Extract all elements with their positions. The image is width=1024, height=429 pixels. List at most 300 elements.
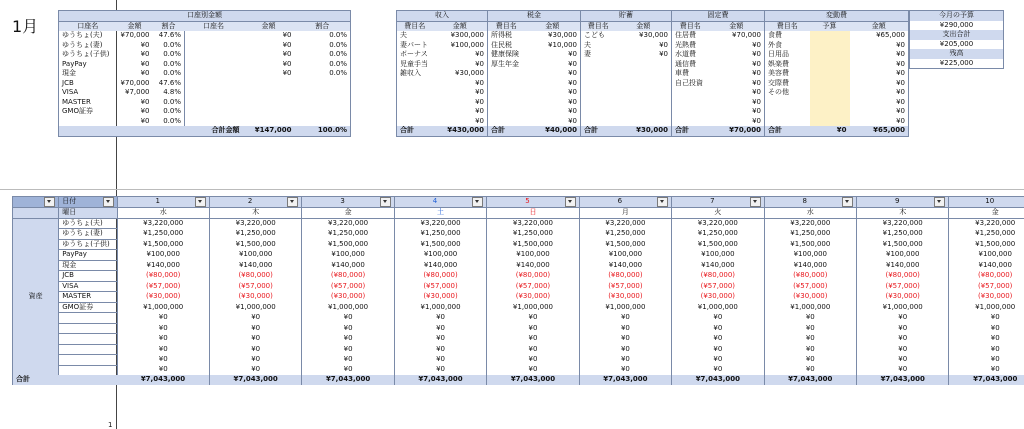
asset-value-cell[interactable]: (¥80,000) xyxy=(764,271,856,282)
asset-value-cell[interactable]: ¥100,000 xyxy=(209,250,301,261)
item-name[interactable] xyxy=(488,117,525,127)
item-amount[interactable]: ¥0 xyxy=(525,69,581,79)
item-name[interactable] xyxy=(672,98,709,108)
item-amount[interactable]: ¥0 xyxy=(850,107,909,117)
item-amount[interactable]: ¥65,000 xyxy=(850,31,909,41)
item-amount[interactable]: ¥0 xyxy=(616,41,672,51)
item-amount[interactable]: ¥0 xyxy=(709,50,765,60)
asset-value-cell[interactable]: ¥0 xyxy=(764,313,856,324)
asset-value-cell[interactable]: ¥3,220,000 xyxy=(857,218,949,229)
asset-value-cell[interactable]: (¥30,000) xyxy=(672,292,764,303)
empty-cell[interactable] xyxy=(185,107,243,117)
asset-value-cell[interactable]: ¥0 xyxy=(949,355,1024,366)
asset-value-cell[interactable]: ¥140,000 xyxy=(949,260,1024,271)
budget-input-cell[interactable] xyxy=(810,107,850,117)
account-amount[interactable]: ¥0 xyxy=(282,69,292,77)
item-amount[interactable]: ¥0 xyxy=(525,79,581,89)
item-amount[interactable]: ¥0 xyxy=(525,60,581,70)
filter-dropdown-icon[interactable] xyxy=(380,197,391,207)
asset-value-cell[interactable]: ¥0 xyxy=(579,334,671,345)
asset-value-cell[interactable]: (¥80,000) xyxy=(209,271,301,282)
asset-value-cell[interactable]: ¥140,000 xyxy=(579,260,671,271)
item-name[interactable] xyxy=(581,107,616,117)
item-name[interactable] xyxy=(488,69,525,79)
empty-cell[interactable] xyxy=(295,88,351,98)
item-name[interactable]: 妻 xyxy=(581,50,616,60)
item-amount[interactable]: ¥0 xyxy=(709,88,765,98)
asset-value-cell[interactable]: ¥3,220,000 xyxy=(949,218,1024,229)
item-name[interactable] xyxy=(765,117,810,127)
asset-value-cell[interactable]: ¥0 xyxy=(672,323,764,334)
asset-value-cell[interactable]: ¥1,000,000 xyxy=(394,302,486,313)
asset-name[interactable]: VISA xyxy=(59,281,117,292)
remain-value[interactable]: ¥225,000 xyxy=(939,58,974,67)
account-name[interactable]: ゆうちょ(妻) xyxy=(62,40,103,49)
account-name[interactable] xyxy=(185,41,243,51)
item-name[interactable]: 厚生年金 xyxy=(488,60,525,70)
asset-value-cell[interactable]: (¥57,000) xyxy=(949,281,1024,292)
asset-value-cell[interactable]: ¥0 xyxy=(117,323,209,334)
day-header[interactable] xyxy=(209,197,301,208)
item-name[interactable]: 通信費 xyxy=(672,60,709,70)
asset-value-cell[interactable]: ¥1,000,000 xyxy=(209,302,301,313)
asset-value-cell[interactable]: ¥1,500,000 xyxy=(857,239,949,250)
asset-value-cell[interactable]: ¥0 xyxy=(672,344,764,355)
asset-value-cell[interactable]: (¥30,000) xyxy=(394,292,486,303)
item-name[interactable] xyxy=(488,88,525,98)
item-name[interactable]: 妻パート xyxy=(397,41,433,51)
asset-value-cell[interactable]: (¥30,000) xyxy=(209,292,301,303)
account-name[interactable]: JCB xyxy=(62,78,74,87)
asset-value-cell[interactable]: ¥3,220,000 xyxy=(487,218,579,229)
item-amount[interactable]: ¥0 xyxy=(850,117,909,127)
asset-value-cell[interactable]: ¥0 xyxy=(394,313,486,324)
item-name[interactable]: 水道費 xyxy=(672,50,709,60)
empty-cell[interactable] xyxy=(295,79,351,89)
account-ratio[interactable]: 0.0% xyxy=(153,69,185,79)
asset-value-cell[interactable]: ¥0 xyxy=(394,355,486,366)
item-name[interactable] xyxy=(397,98,433,108)
asset-value-cell[interactable]: ¥0 xyxy=(857,365,949,375)
item-name[interactable] xyxy=(488,107,525,117)
asset-value-cell[interactable]: ¥0 xyxy=(672,355,764,366)
filter-cell[interactable] xyxy=(13,197,59,208)
asset-value-cell[interactable]: ¥0 xyxy=(579,344,671,355)
asset-value-cell[interactable]: ¥1,500,000 xyxy=(672,239,764,250)
asset-value-cell[interactable]: ¥1,500,000 xyxy=(302,239,394,250)
item-name[interactable]: 所得税 xyxy=(488,31,525,41)
asset-value-cell[interactable]: (¥30,000) xyxy=(302,292,394,303)
item-amount[interactable] xyxy=(616,60,672,70)
filter-dropdown-icon[interactable] xyxy=(287,197,298,207)
account-amount[interactable]: ¥0 xyxy=(282,59,292,68)
asset-value-cell[interactable]: ¥0 xyxy=(764,365,856,375)
empty-cell[interactable] xyxy=(185,79,243,89)
daily-total-cell[interactable]: ¥7,043,000 xyxy=(487,375,579,385)
asset-value-cell[interactable]: ¥0 xyxy=(302,334,394,345)
daily-total-cell[interactable]: ¥7,043,000 xyxy=(209,375,301,385)
account-name[interactable] xyxy=(185,60,243,70)
asset-value-cell[interactable]: (¥30,000) xyxy=(857,292,949,303)
account-ratio[interactable]: 47.6% xyxy=(153,31,185,41)
account-amount[interactable]: ¥70,000 xyxy=(120,78,150,87)
asset-value-cell[interactable]: ¥0 xyxy=(209,365,301,375)
filter-dropdown-icon[interactable] xyxy=(103,197,114,207)
account-amount[interactable]: ¥7,000 xyxy=(125,88,150,96)
filter-dropdown-icon[interactable] xyxy=(934,197,945,207)
item-amount[interactable]: ¥0 xyxy=(709,107,765,117)
asset-value-cell[interactable]: ¥3,220,000 xyxy=(302,218,394,229)
asset-value-cell[interactable]: ¥1,000,000 xyxy=(672,302,764,313)
asset-value-cell[interactable]: ¥140,000 xyxy=(302,260,394,271)
asset-value-cell[interactable]: ¥0 xyxy=(302,365,394,375)
asset-value-cell[interactable]: ¥1,500,000 xyxy=(764,239,856,250)
total-budget[interactable]: ¥0 xyxy=(810,126,850,136)
item-amount[interactable]: ¥0 xyxy=(850,98,909,108)
item-amount[interactable]: ¥0 xyxy=(525,50,581,60)
empty-cell[interactable] xyxy=(185,117,243,127)
item-amount[interactable]: ¥0 xyxy=(709,98,765,108)
account-amount[interactable]: ¥0 xyxy=(282,40,292,49)
asset-value-cell[interactable]: ¥1,000,000 xyxy=(487,302,579,313)
item-amount[interactable] xyxy=(616,107,672,117)
empty-cell[interactable] xyxy=(295,107,351,117)
item-name[interactable] xyxy=(397,117,433,127)
item-amount[interactable]: ¥0 xyxy=(850,60,909,70)
asset-value-cell[interactable]: ¥1,250,000 xyxy=(672,229,764,240)
account-ratio[interactable]: 0.0% xyxy=(153,98,185,108)
empty-cell[interactable] xyxy=(243,79,295,89)
asset-value-cell[interactable]: (¥30,000) xyxy=(764,292,856,303)
empty-cell[interactable] xyxy=(295,98,351,108)
account-ratio[interactable]: 0.0% xyxy=(329,69,347,77)
asset-value-cell[interactable]: ¥1,000,000 xyxy=(857,302,949,313)
item-amount[interactable]: ¥0 xyxy=(433,88,488,98)
budget-value[interactable]: ¥290,000 xyxy=(939,20,974,29)
item-name[interactable]: 光熱費 xyxy=(672,41,709,51)
daily-total-cell[interactable]: ¥7,043,000 xyxy=(117,375,209,385)
item-amount[interactable]: ¥30,000 xyxy=(525,31,581,41)
daily-total-cell[interactable]: ¥7,043,000 xyxy=(672,375,764,385)
item-amount[interactable]: ¥0 xyxy=(525,98,581,108)
asset-value-cell[interactable]: (¥57,000) xyxy=(209,281,301,292)
item-name[interactable]: 車費 xyxy=(672,69,709,79)
asset-value-cell[interactable]: ¥0 xyxy=(672,313,764,324)
asset-value-cell[interactable]: ¥140,000 xyxy=(764,260,856,271)
item-amount[interactable]: ¥300,000 xyxy=(433,31,488,41)
asset-value-cell[interactable]: ¥1,000,000 xyxy=(302,302,394,313)
item-name[interactable]: 住民税 xyxy=(488,41,525,51)
item-amount[interactable]: ¥0 xyxy=(525,107,581,117)
asset-value-cell[interactable]: ¥1,000,000 xyxy=(579,302,671,313)
empty-cell[interactable] xyxy=(243,117,295,127)
asset-value-cell[interactable]: ¥0 xyxy=(579,365,671,375)
account-amount[interactable]: ¥0 xyxy=(140,116,150,125)
asset-value-cell[interactable]: ¥0 xyxy=(764,344,856,355)
asset-value-cell[interactable]: (¥80,000) xyxy=(117,271,209,282)
item-name[interactable]: 健康保険 xyxy=(488,50,525,60)
account-name[interactable] xyxy=(185,31,243,41)
item-amount[interactable]: ¥0 xyxy=(850,50,909,60)
budget-input-cell[interactable] xyxy=(810,69,850,79)
daily-total-cell[interactable]: ¥7,043,000 xyxy=(579,375,671,385)
item-name[interactable] xyxy=(397,107,433,117)
account-name[interactable] xyxy=(59,117,117,127)
asset-value-cell[interactable]: ¥0 xyxy=(949,334,1024,345)
asset-value-cell[interactable]: ¥100,000 xyxy=(579,250,671,261)
item-amount[interactable]: ¥0 xyxy=(525,88,581,98)
item-amount[interactable]: ¥0 xyxy=(709,69,765,79)
asset-name[interactable] xyxy=(59,323,117,334)
asset-value-cell[interactable]: ¥1,250,000 xyxy=(117,229,209,240)
asset-value-cell[interactable]: ¥0 xyxy=(487,323,579,334)
item-name[interactable]: 食費 xyxy=(765,31,810,41)
accounts-total-ratio[interactable]: 100.0% xyxy=(295,126,351,136)
item-amount[interactable]: ¥30,000 xyxy=(433,69,488,79)
budget-input-cell[interactable] xyxy=(810,31,850,41)
asset-value-cell[interactable]: ¥0 xyxy=(857,323,949,334)
asset-value-cell[interactable]: ¥0 xyxy=(857,334,949,345)
item-amount[interactable]: ¥0 xyxy=(433,117,488,127)
asset-value-cell[interactable]: ¥3,220,000 xyxy=(209,218,301,229)
asset-value-cell[interactable]: ¥3,220,000 xyxy=(579,218,671,229)
item-name[interactable] xyxy=(581,88,616,98)
item-name[interactable] xyxy=(672,107,709,117)
account-name[interactable] xyxy=(185,50,243,60)
account-name[interactable]: VISA xyxy=(62,88,79,96)
asset-value-cell[interactable]: ¥100,000 xyxy=(672,250,764,261)
item-name[interactable] xyxy=(672,88,709,98)
empty-cell[interactable] xyxy=(185,88,243,98)
asset-name[interactable] xyxy=(59,365,117,375)
day-header[interactable] xyxy=(394,197,486,208)
asset-value-cell[interactable]: (¥57,000) xyxy=(672,281,764,292)
item-name[interactable]: 美容費 xyxy=(765,69,810,79)
asset-value-cell[interactable]: ¥0 xyxy=(209,334,301,345)
asset-value-cell[interactable]: ¥0 xyxy=(209,323,301,334)
asset-value-cell[interactable]: (¥80,000) xyxy=(487,271,579,282)
asset-value-cell[interactable]: ¥0 xyxy=(857,355,949,366)
asset-value-cell[interactable]: ¥1,250,000 xyxy=(764,229,856,240)
account-name[interactable]: GMO証券 xyxy=(62,107,93,115)
asset-value-cell[interactable]: (¥57,000) xyxy=(764,281,856,292)
asset-value-cell[interactable]: ¥1,500,000 xyxy=(394,239,486,250)
empty-cell[interactable] xyxy=(243,88,295,98)
account-amount[interactable]: ¥0 xyxy=(140,69,150,77)
asset-value-cell[interactable]: ¥0 xyxy=(209,344,301,355)
item-amount[interactable] xyxy=(616,79,672,89)
asset-value-cell[interactable]: ¥100,000 xyxy=(117,250,209,261)
asset-value-cell[interactable]: ¥0 xyxy=(394,344,486,355)
asset-value-cell[interactable]: ¥0 xyxy=(394,323,486,334)
daily-total-cell[interactable]: ¥7,043,000 xyxy=(394,375,486,385)
item-amount[interactable]: ¥0 xyxy=(433,79,488,89)
daily-total-cell[interactable]: ¥7,043,000 xyxy=(857,375,949,385)
asset-value-cell[interactable]: (¥57,000) xyxy=(394,281,486,292)
asset-value-cell[interactable]: ¥0 xyxy=(302,313,394,324)
item-name[interactable] xyxy=(581,98,616,108)
budget-input-cell[interactable] xyxy=(810,117,850,127)
day-header[interactable] xyxy=(764,197,856,208)
item-amount[interactable]: ¥0 xyxy=(850,79,909,89)
item-amount[interactable]: ¥0 xyxy=(709,60,765,70)
asset-value-cell[interactable]: ¥0 xyxy=(949,365,1024,375)
asset-value-cell[interactable]: ¥100,000 xyxy=(857,250,949,261)
item-name[interactable]: 交際費 xyxy=(765,79,810,89)
asset-name[interactable] xyxy=(59,344,117,355)
item-name[interactable]: 児童手当 xyxy=(397,60,433,70)
asset-name[interactable]: ゆうちょ(夫) xyxy=(59,218,117,229)
day-header[interactable] xyxy=(117,197,209,208)
asset-value-cell[interactable]: ¥0 xyxy=(579,355,671,366)
item-name[interactable]: ボーナス xyxy=(397,50,433,60)
asset-value-cell[interactable]: ¥1,250,000 xyxy=(579,229,671,240)
account-amount[interactable]: ¥0 xyxy=(140,97,150,106)
item-name[interactable] xyxy=(765,98,810,108)
asset-value-cell[interactable]: ¥100,000 xyxy=(394,250,486,261)
item-name[interactable] xyxy=(397,79,433,89)
asset-value-cell[interactable]: ¥0 xyxy=(487,365,579,375)
asset-value-cell[interactable]: ¥0 xyxy=(209,355,301,366)
daily-total-cell[interactable]: ¥7,043,000 xyxy=(764,375,856,385)
account-ratio[interactable]: 0.0% xyxy=(153,60,185,70)
asset-value-cell[interactable]: (¥57,000) xyxy=(302,281,394,292)
item-name[interactable] xyxy=(488,98,525,108)
budget-input-cell[interactable] xyxy=(810,50,850,60)
item-name[interactable] xyxy=(488,79,525,89)
day-header[interactable] xyxy=(672,197,764,208)
item-name[interactable] xyxy=(581,60,616,70)
item-amount[interactable]: ¥100,000 xyxy=(433,41,488,51)
asset-value-cell[interactable]: ¥0 xyxy=(302,323,394,334)
account-ratio[interactable]: 0.0% xyxy=(153,107,185,117)
account-ratio[interactable]: 0.0% xyxy=(329,40,347,49)
asset-value-cell[interactable]: ¥1,250,000 xyxy=(487,229,579,240)
day-header[interactable] xyxy=(857,197,949,208)
asset-value-cell[interactable]: ¥1,250,000 xyxy=(209,229,301,240)
item-amount[interactable]: ¥0 xyxy=(850,69,909,79)
item-name[interactable]: 娯楽費 xyxy=(765,60,810,70)
account-amount[interactable]: ¥70,000 xyxy=(120,31,150,39)
asset-name[interactable] xyxy=(59,334,117,345)
asset-value-cell[interactable]: ¥0 xyxy=(117,365,209,375)
asset-value-cell[interactable]: ¥140,000 xyxy=(394,260,486,271)
asset-value-cell[interactable]: ¥100,000 xyxy=(302,250,394,261)
total-amount[interactable]: ¥70,000 xyxy=(709,126,765,136)
item-amount[interactable]: ¥0 xyxy=(709,79,765,89)
item-name[interactable]: こども xyxy=(581,31,616,41)
asset-value-cell[interactable]: ¥0 xyxy=(764,334,856,345)
daily-total-cell[interactable]: ¥7,043,000 xyxy=(302,375,394,385)
asset-value-cell[interactable]: (¥80,000) xyxy=(857,271,949,282)
asset-value-cell[interactable]: ¥1,500,000 xyxy=(949,239,1024,250)
asset-value-cell[interactable]: (¥30,000) xyxy=(579,292,671,303)
item-amount[interactable]: ¥30,000 xyxy=(616,31,672,41)
asset-value-cell[interactable]: (¥30,000) xyxy=(949,292,1024,303)
asset-value-cell[interactable]: ¥1,500,000 xyxy=(209,239,301,250)
filter-dropdown-icon[interactable] xyxy=(472,197,483,207)
asset-value-cell[interactable]: ¥1,000,000 xyxy=(764,302,856,313)
budget-input-cell[interactable] xyxy=(810,98,850,108)
budget-input-cell[interactable] xyxy=(810,88,850,98)
empty-cell[interactable] xyxy=(243,98,295,108)
total-amount[interactable]: ¥40,000 xyxy=(525,126,581,136)
item-name[interactable]: 住居費 xyxy=(672,31,709,41)
asset-value-cell[interactable]: ¥0 xyxy=(117,355,209,366)
account-amount[interactable]: ¥0 xyxy=(282,50,292,58)
item-amount[interactable]: ¥0 xyxy=(433,107,488,117)
item-name[interactable] xyxy=(765,107,810,117)
item-name[interactable]: 夫 xyxy=(397,31,433,41)
empty-cell[interactable] xyxy=(185,98,243,108)
asset-value-cell[interactable]: ¥0 xyxy=(579,323,671,334)
item-name[interactable] xyxy=(581,69,616,79)
item-name[interactable]: 雑収入 xyxy=(397,69,433,79)
filter-dropdown-icon[interactable] xyxy=(195,197,206,207)
asset-value-cell[interactable]: ¥0 xyxy=(487,313,579,324)
item-amount[interactable]: ¥0 xyxy=(525,117,581,127)
asset-value-cell[interactable]: (¥57,000) xyxy=(117,281,209,292)
day-header[interactable] xyxy=(302,197,394,208)
account-ratio[interactable]: 0.0% xyxy=(329,59,347,68)
filter-dropdown-icon[interactable] xyxy=(44,197,55,207)
asset-value-cell[interactable]: (¥80,000) xyxy=(672,271,764,282)
asset-value-cell[interactable]: (¥57,000) xyxy=(857,281,949,292)
asset-value-cell[interactable]: ¥3,220,000 xyxy=(394,218,486,229)
item-name[interactable] xyxy=(397,88,433,98)
item-amount[interactable] xyxy=(616,69,672,79)
empty-cell[interactable] xyxy=(295,117,351,127)
item-amount[interactable]: ¥0 xyxy=(709,41,765,51)
empty-cell[interactable] xyxy=(243,107,295,117)
item-amount[interactable] xyxy=(616,98,672,108)
asset-value-cell[interactable]: ¥3,220,000 xyxy=(764,218,856,229)
item-name[interactable]: 夫 xyxy=(581,41,616,51)
asset-value-cell[interactable]: ¥0 xyxy=(487,355,579,366)
asset-value-cell[interactable]: ¥0 xyxy=(117,344,209,355)
account-ratio[interactable]: 0.0% xyxy=(329,50,347,58)
asset-value-cell[interactable]: ¥1,000,000 xyxy=(949,302,1024,313)
account-amount[interactable]: ¥0 xyxy=(140,107,150,115)
item-amount[interactable]: ¥0 xyxy=(433,50,488,60)
item-name[interactable] xyxy=(672,117,709,127)
item-amount[interactable]: ¥70,000 xyxy=(709,31,765,41)
asset-value-cell[interactable]: (¥80,000) xyxy=(302,271,394,282)
asset-value-cell[interactable]: (¥57,000) xyxy=(579,281,671,292)
item-name[interactable]: 自己投資 xyxy=(672,79,709,89)
asset-value-cell[interactable]: ¥1,500,000 xyxy=(487,239,579,250)
asset-value-cell[interactable]: ¥3,220,000 xyxy=(117,218,209,229)
asset-value-cell[interactable]: ¥0 xyxy=(117,313,209,324)
asset-name[interactable] xyxy=(59,313,117,324)
account-amount[interactable]: ¥0 xyxy=(140,50,150,58)
asset-value-cell[interactable]: ¥1,500,000 xyxy=(117,239,209,250)
account-ratio[interactable]: 4.8% xyxy=(153,88,185,98)
asset-name[interactable]: PayPay xyxy=(59,250,117,261)
account-amount[interactable]: ¥0 xyxy=(282,31,292,39)
asset-value-cell[interactable]: (¥57,000) xyxy=(487,281,579,292)
item-amount[interactable]: ¥0 xyxy=(616,50,672,60)
account-name[interactable]: MASTER xyxy=(62,97,91,106)
total-amount[interactable]: ¥430,000 xyxy=(433,126,488,136)
asset-value-cell[interactable]: (¥80,000) xyxy=(394,271,486,282)
asset-value-cell[interactable]: ¥0 xyxy=(394,334,486,345)
account-name[interactable]: ゆうちょ(子供) xyxy=(62,50,110,58)
asset-name[interactable]: 現金 xyxy=(59,260,117,271)
item-name[interactable] xyxy=(581,79,616,89)
asset-name[interactable]: MASTER xyxy=(59,292,117,303)
asset-value-cell[interactable]: (¥30,000) xyxy=(487,292,579,303)
